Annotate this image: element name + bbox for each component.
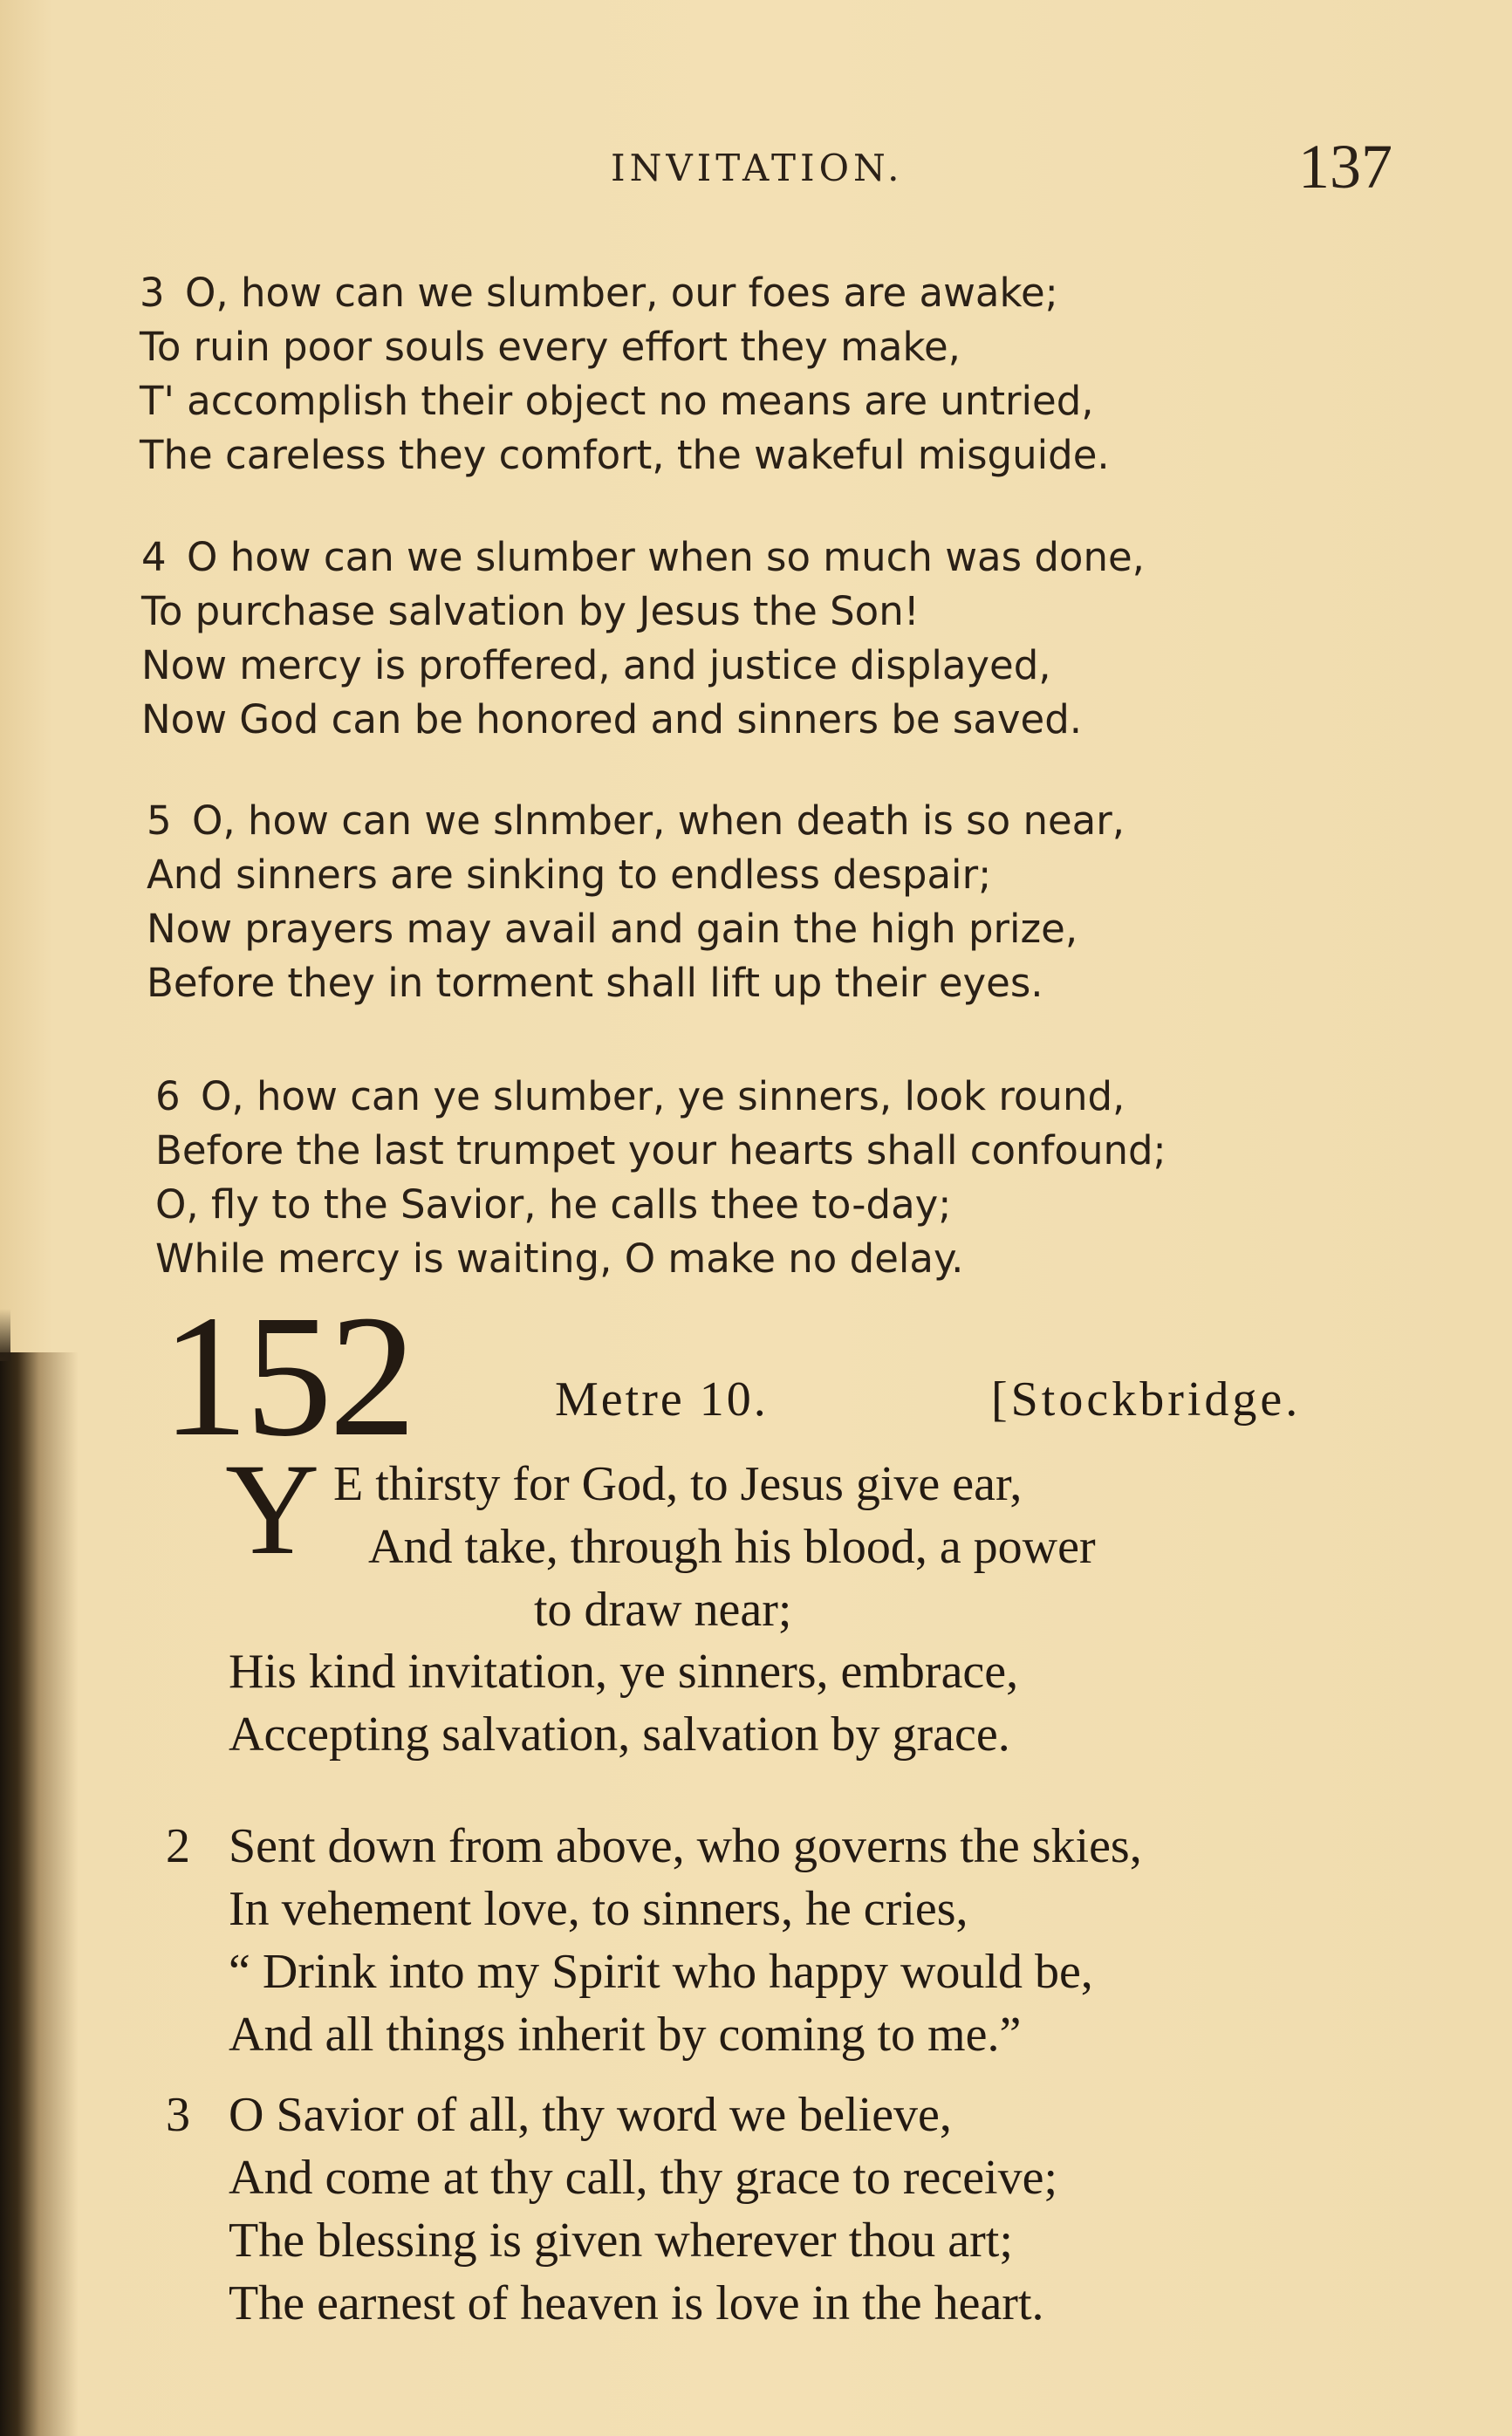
- stanza-line: [141, 530, 1145, 585]
- stanza-number: 4: [141, 534, 167, 580]
- stanza-line: And all things inherit by coming to me.”: [229, 2008, 1022, 2062]
- stanza-line: O, fly to the Savior, he calls thee to-day;: [155, 1181, 952, 1228]
- stanza-line: The blessing is given wherever thou art;: [229, 2214, 1013, 2268]
- stanza-number: 6: [155, 1073, 181, 1119]
- stanza-line: [147, 794, 1125, 848]
- verse-text: O Savior of all, thy word we believe,: [229, 2088, 952, 2142]
- stanza-number: 2: [166, 1819, 190, 1873]
- page-edge-shadow: [0, 1352, 79, 2436]
- stanza-line: T' accomplish their object no means are untried,: [140, 378, 1094, 424]
- stanza-line: The earnest of heaven is love in the heart.: [229, 2276, 1044, 2330]
- first-stanza-closing: [229, 1640, 1018, 1766]
- stanza-line: The careless they comfort, the wakeful misguide.: [140, 432, 1110, 478]
- verse-text: O, how can we slumber, our foes are awake;: [185, 270, 1058, 316]
- page-number: 137: [1298, 132, 1392, 202]
- stanza-line: And sinners are sinking to endless despair;: [147, 852, 992, 898]
- hymn-152-stanza-2: [166, 1815, 1142, 2066]
- stanza-line: Accepting salvation, salvation by grace.: [229, 1707, 1010, 1762]
- page-edge-shadow-top: [0, 1309, 10, 1361]
- stanza-line: [166, 1815, 1142, 1878]
- stanza-line: Now prayers may avail and gain the high prize,: [147, 906, 1078, 952]
- stanza-line: Before they in torment shall lift up their eyes.: [147, 960, 1043, 1006]
- stanza-line: [155, 1070, 1166, 1124]
- stanza-line: Now mercy is proffered, and justice displayed,: [141, 642, 1051, 688]
- hymn-number: 152: [161, 1280, 413, 1473]
- stanza-line: E thirsty for God, to Jesus give ear,: [333, 1457, 1023, 1511]
- stanza-line: Before the last trumpet your hearts shall confound;: [155, 1127, 1166, 1174]
- running-title: INVITATION.: [611, 147, 904, 189]
- stanza-line: “ Drink into my Spirit who happy would be,: [229, 1945, 1093, 1999]
- stanza-line: While mercy is waiting, O make no delay.: [155, 1235, 964, 1282]
- stanza-number: 5: [147, 797, 172, 844]
- stanza-line: [166, 2084, 1057, 2146]
- stanza-line: to draw near;: [534, 1583, 792, 1637]
- verse-text: Sent down from above, who governs the skies,: [229, 1819, 1142, 1873]
- verse-text: O, how can we slnmber, when death is so near,: [192, 797, 1125, 844]
- tune-name: [Stockbridge.: [991, 1372, 1302, 1427]
- stanza-4: [141, 530, 1145, 747]
- drop-cap: Y: [225, 1437, 320, 1582]
- hymn-152-stanza-3: [166, 2084, 1057, 2335]
- stanza-line: In vehement love, to sinners, he cries,: [229, 1882, 968, 1936]
- verse-text: O, how can ye slumber, ye sinners, look round,: [201, 1073, 1125, 1119]
- first-stanza-opening: [333, 1453, 1096, 1641]
- stanza-5: [147, 794, 1125, 1010]
- verse-text: O how can we slumber when so much was done,: [187, 534, 1145, 580]
- stanza-6: [155, 1070, 1166, 1286]
- stanza-line: And take, through his blood, a power: [368, 1520, 1096, 1574]
- stanza-line: To ruin poor souls every effort they make,: [140, 324, 961, 370]
- stanza-line: [140, 266, 1110, 320]
- stanza-line: And come at thy call, thy grace to receive;: [229, 2151, 1058, 2205]
- stanza-number: 3: [166, 2088, 190, 2142]
- stanza-line: His kind invitation, ye sinners, embrace,: [229, 1645, 1019, 1699]
- stanza-line: To purchase salvation by Jesus the Son!: [141, 588, 920, 634]
- stanza-number: 3: [140, 270, 165, 316]
- stanza-3: [140, 266, 1110, 482]
- metre-label: Metre 10.: [555, 1372, 769, 1427]
- stanza-line: Now God can be honored and sinners be saved.: [141, 696, 1083, 742]
